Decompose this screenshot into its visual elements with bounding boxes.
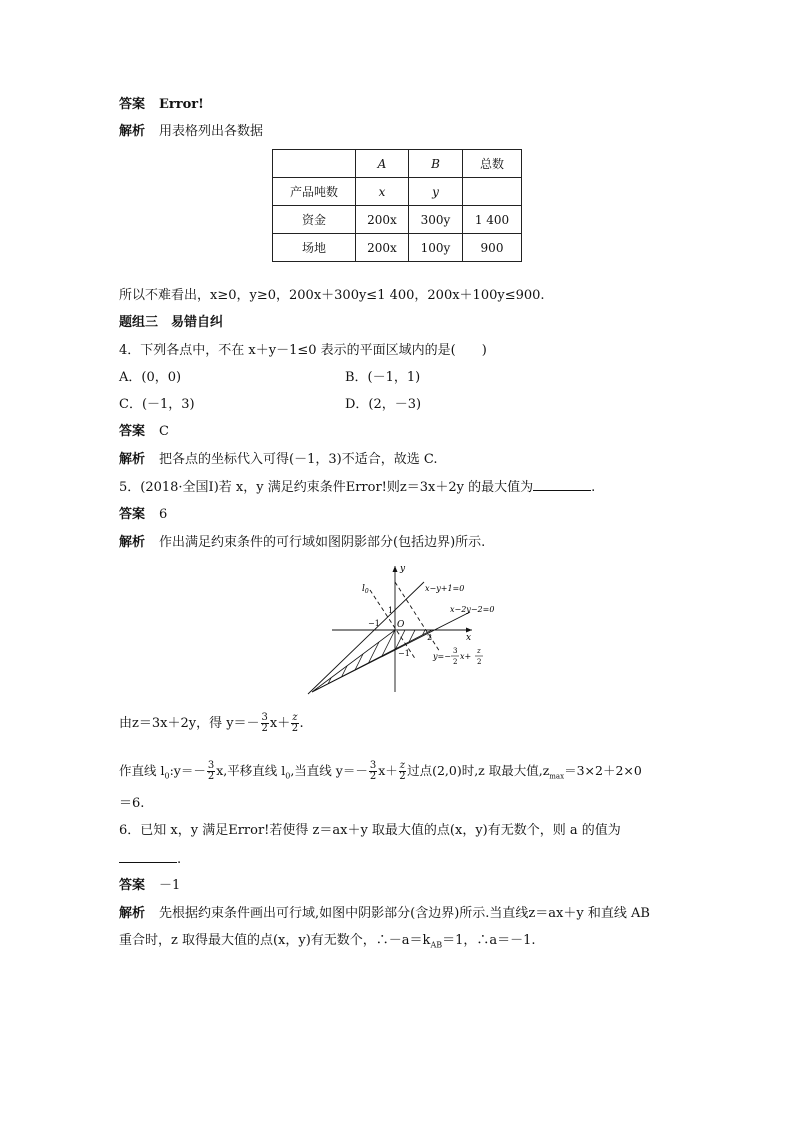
svg-text:2: 2 — [477, 658, 482, 666]
analysis-text: 作出满足约束条件的可行域如图阴影部分(包括边界)所示. — [159, 535, 486, 550]
table-cell: 100y — [409, 234, 463, 262]
answer-label: 答案 — [119, 424, 146, 439]
table-cell: 300y — [409, 206, 463, 234]
q5-answer-line — [119, 506, 167, 524]
q3-answer-line — [119, 96, 204, 114]
answer-value: 6 — [159, 507, 168, 522]
fraction: $\frac{3}{2}$ — [207, 760, 215, 782]
svg-text:z: z — [477, 647, 481, 655]
table-cell: 资金 — [273, 206, 356, 234]
table-row — [273, 178, 522, 206]
table-row — [273, 234, 522, 262]
analysis-text: 用表格列出各数据 — [159, 124, 264, 139]
svg-text:3: 3 — [453, 647, 458, 655]
group-title: 题组三 易错自纠 — [119, 315, 224, 330]
tick-neg1-y: −1 — [398, 649, 410, 658]
svg-text:2: 2 — [453, 658, 458, 666]
q4-analysis-line — [119, 451, 437, 469]
analysis-text: 把各点的坐标代入可得(－1，3)不适合，故选 C. — [159, 452, 438, 467]
analysis-text: 先根据约束条件画出可行域,如图中阴影部分(含边界)所示.当直线z＝ax＋y 和直线 AB — [159, 906, 650, 921]
table-cell — [463, 178, 522, 206]
q5-step3: ＝6. — [119, 796, 145, 811]
tick-2: 2 — [427, 633, 433, 642]
answer-value: C — [159, 424, 169, 439]
q5-step1 — [119, 713, 304, 734]
q4-answer-line — [119, 423, 169, 441]
table-cell: 场地 — [273, 234, 356, 262]
fraction: $\frac{3}{2}$ — [261, 712, 268, 734]
step-text: x＋ — [269, 716, 291, 731]
analysis-label: 解析 — [119, 535, 146, 550]
q6-blank-line — [119, 850, 181, 869]
table-cell: B — [409, 150, 463, 178]
line-x-y+1 — [308, 582, 424, 694]
step-text: . — [299, 716, 304, 731]
q4-option-d: D．(2，－3) — [345, 397, 422, 412]
q6-question: 6．已知 x，y 满足Error!若使得 z＝ax＋y 取最大值的点(x，y)有无数个，则 a 的值为 — [119, 823, 621, 838]
q4-option-b: B．(－1，1) — [345, 370, 421, 385]
tick-1: 1 — [388, 606, 394, 615]
analysis-label: 解析 — [119, 124, 146, 139]
fraction: $\frac{z}{2}$ — [399, 760, 406, 782]
answer-value: －1 — [159, 878, 181, 893]
fraction: $\frac{3}{2}$ — [369, 760, 377, 782]
answer-blank — [533, 478, 591, 491]
table-cell: 总数 — [463, 150, 522, 178]
q5-analysis-line — [119, 534, 485, 552]
answer-value: Error! — [159, 97, 204, 112]
origin-label: O — [397, 620, 405, 630]
question-end: . — [177, 852, 182, 867]
table-cell: A — [356, 150, 409, 178]
q6-answer-line — [119, 877, 180, 895]
q4-option-a: A．(0，0) — [119, 370, 182, 385]
question-end: . — [591, 480, 596, 495]
table-cell: 900 — [463, 234, 522, 262]
q3-analysis-line — [119, 123, 263, 141]
feasible-region-figure — [300, 560, 510, 695]
table-cell: 产品吨数 — [273, 178, 356, 206]
table-cell — [273, 150, 356, 178]
q5-step2: 作直线 $l_0:y=-$ $\frac{3}{2}$ x,平移直线 $l_0$,当直线 y＝－ $\frac{3}{2}$ x＋ $\frac{z}{2}$ 过点(2,0)时,z 取最大值$,z_{max}=3\times 2+2\times 0$ — [119, 760, 642, 782]
y-axis-arrow — [393, 566, 398, 572]
table-header-row — [273, 150, 522, 178]
tick-neg1-x: −1 — [368, 619, 380, 628]
analysis-label: 解析 — [119, 452, 146, 467]
x-axis-arrow — [466, 628, 472, 633]
table-cell: 200x — [356, 234, 409, 262]
data-table — [272, 149, 522, 262]
answer-blank — [119, 850, 177, 863]
table-cell: 1 400 — [463, 206, 522, 234]
x-axis-label: x — [466, 633, 472, 643]
table-cell: x — [356, 178, 409, 206]
line3-label — [432, 647, 483, 666]
svg-text:y=−: y=− — [433, 652, 451, 661]
answer-label: 答案 — [119, 97, 146, 112]
answer-label: 答案 — [119, 507, 146, 522]
table-cell: y — [409, 178, 463, 206]
y-axis-label: y — [400, 564, 406, 574]
q6-analysis-line-2: 重合时，z 取得最大值的点(x，y)有无数个，$\therefore-a=k_{AB}=1$，∴a＝－1. — [119, 933, 536, 950]
analysis-label: 解析 — [119, 906, 146, 921]
question-text: 5．(2018·全国Ⅰ)若 x，y 满足约束条件Error!则z＝3x＋2y 的最大值为 — [119, 480, 534, 495]
line2-label: x−2y−2=0 — [450, 605, 495, 614]
q4-question: 4．下列各点中，不在 x＋y－1≤0 表示的平面区域内的是( ) — [119, 343, 487, 358]
q4-option-c: C．(－1，3) — [119, 397, 195, 412]
fraction: $\frac{z}{2}$ — [291, 712, 299, 734]
q3-conclusion: 所以不难看出，x≥0，y≥0，200x＋300y≤1 400，200x＋100y≤900. — [119, 288, 545, 303]
q6-analysis-line — [119, 905, 650, 923]
table-cell: 200x — [356, 206, 409, 234]
table-row — [273, 206, 522, 234]
answer-label: 答案 — [119, 878, 146, 893]
svg-text:x+: x+ — [460, 652, 472, 661]
q5-question — [119, 478, 595, 497]
step-text: 由z＝3x＋2y，得 y＝－ — [119, 716, 260, 731]
l0-label: $l_0$ — [362, 584, 369, 595]
line1-label: x−y+1=0 — [425, 584, 465, 593]
